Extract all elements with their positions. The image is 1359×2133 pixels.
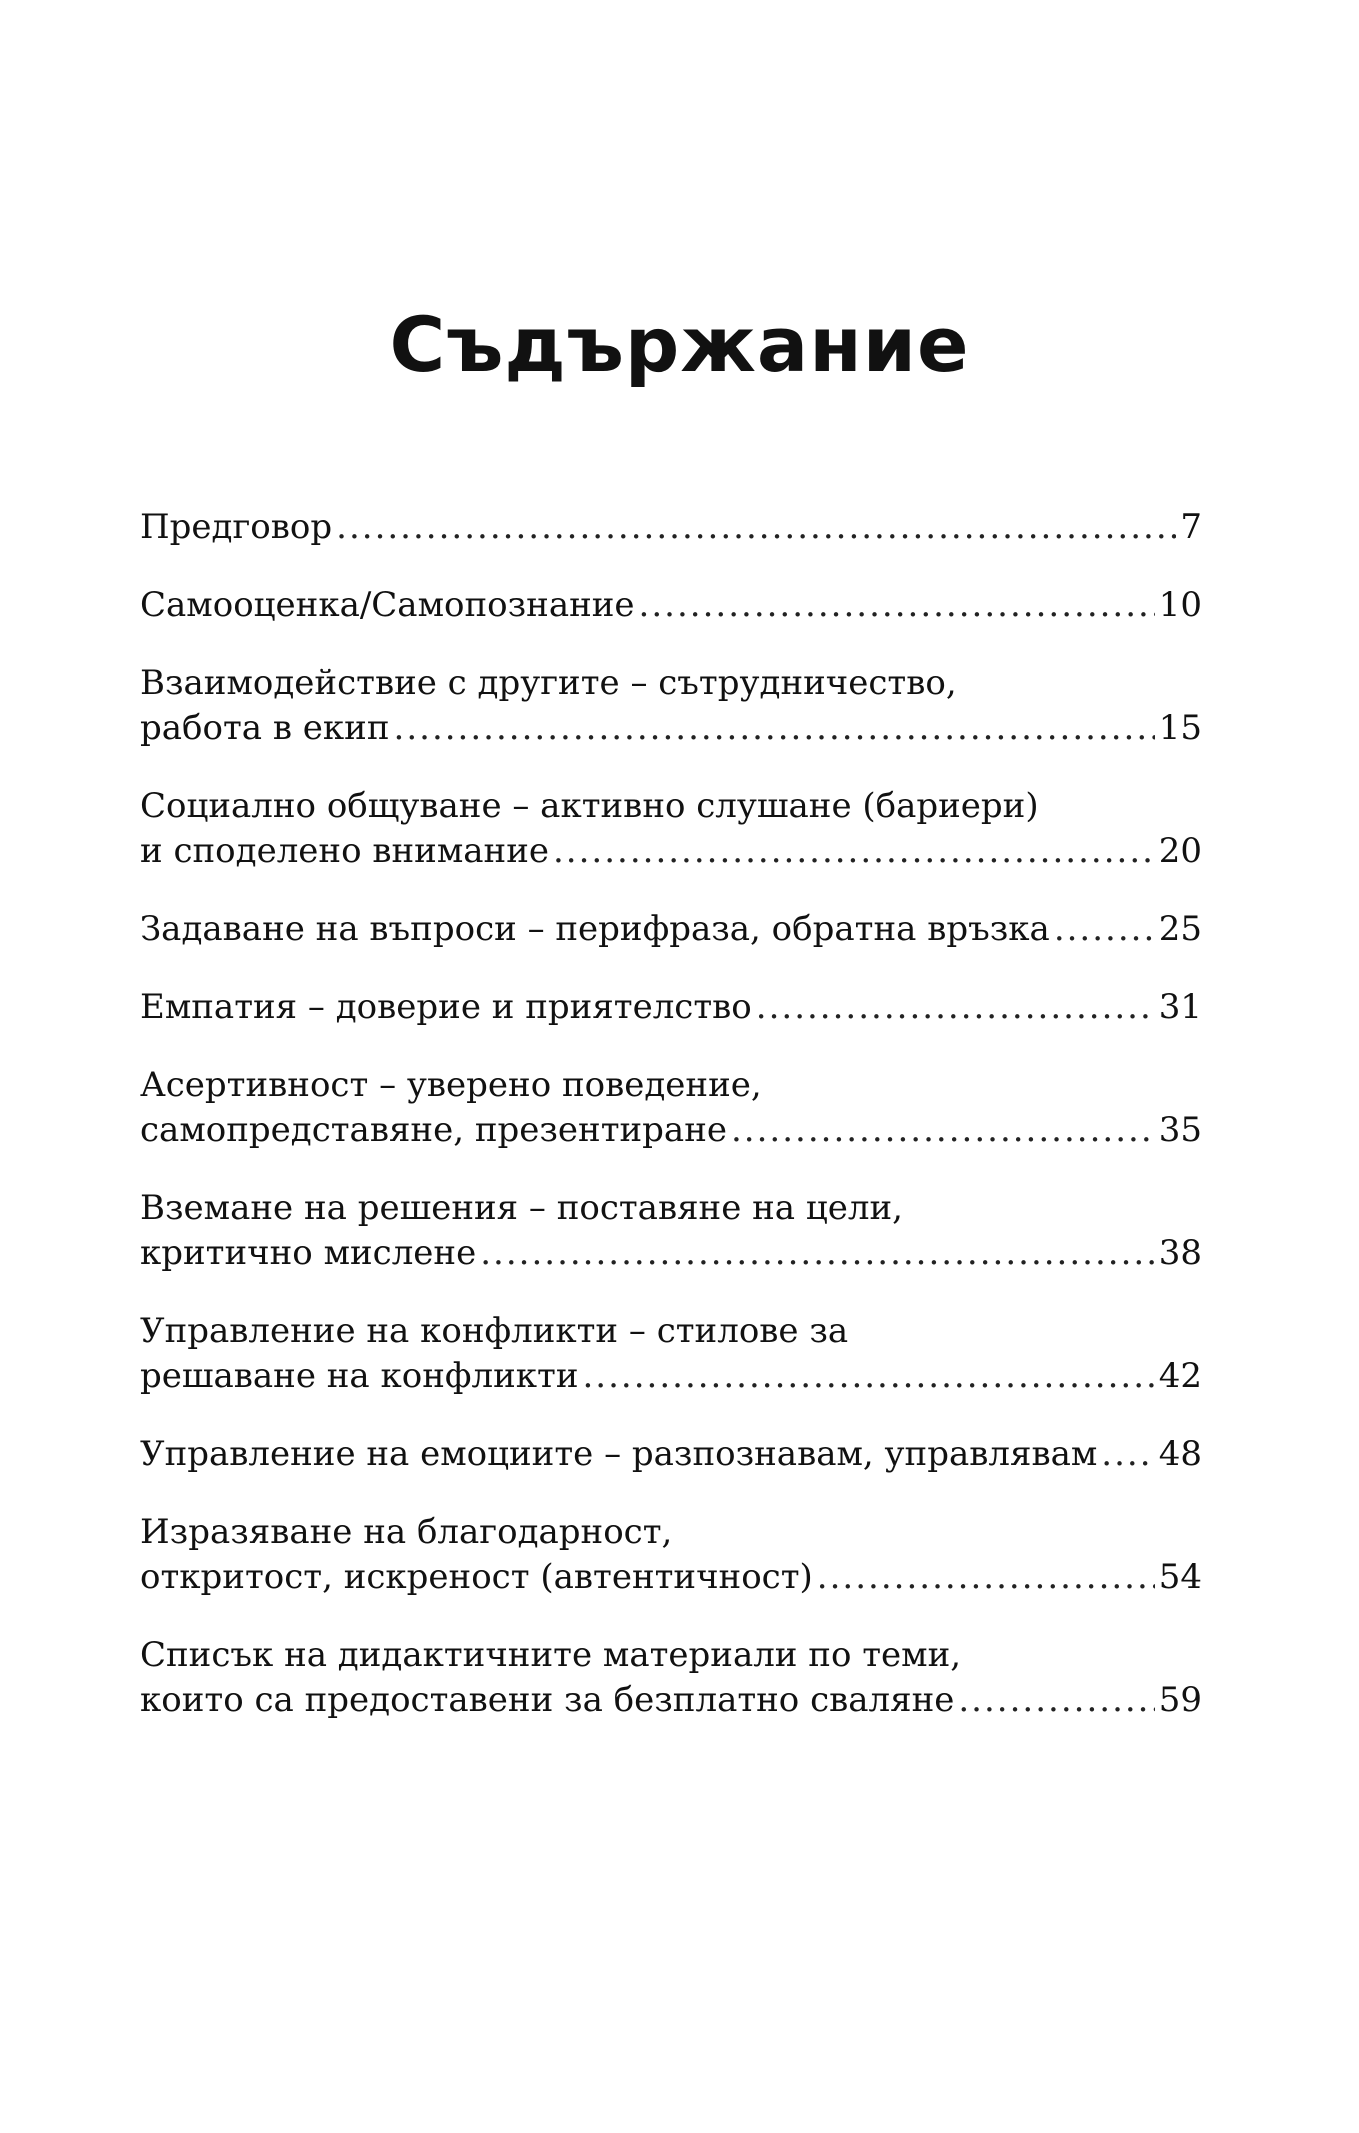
toc-entry-title: Вземане на решения – поставяне на цели, [140,1188,903,1228]
toc-leader-dots [1101,1432,1154,1477]
toc-entry [140,583,1202,628]
toc-entry [140,1309,1202,1399]
toc-leader-dots [756,985,1155,1030]
toc-leader-dots [336,505,1176,550]
toc-page-number: 48 [1158,1434,1202,1474]
toc-page-number: 35 [1158,1110,1202,1150]
toc-page-number: 25 [1158,909,1202,949]
toc-page-number: 42 [1158,1356,1202,1396]
toc-entry-title-continued: решаване на конфликти [140,1356,579,1396]
toc-page-number: 15 [1158,708,1202,748]
toc-entry-title: Управление на конфликти – стилове за [140,1311,849,1351]
toc-entry-title: Управление на емоциите – разпознавам, управлявам [140,1434,1098,1474]
toc-leader-dots [582,1354,1154,1399]
toc-leader-dots [553,829,1155,874]
toc-entry-title: Самооценка/Самопознание [140,585,635,625]
toc-entry-title: Задаване на въпроси – перифраза, обратна връзка [140,909,1050,949]
toc-entry-title-continued: критично мислене [140,1233,477,1273]
toc-entry [140,661,1202,751]
page-title: Съдържание [389,300,970,389]
toc-entry-title-continued: и споделено внимание [140,831,549,871]
toc-page-number: 59 [1158,1680,1202,1720]
toc-entry [140,1186,1202,1276]
toc-entry [140,1510,1202,1600]
toc-leader-dots [731,1108,1155,1153]
toc-page-number: 10 [1158,585,1202,625]
toc-entry [140,1633,1202,1723]
toc-entry [140,1063,1202,1153]
table-of-contents [140,505,1202,1756]
toc-leader-dots [958,1678,1154,1723]
toc-page-number: 20 [1158,831,1202,871]
toc-entry [140,505,1202,550]
toc-entry-title: Списък на дидактичните материали по теми, [140,1635,962,1675]
toc-page-number: 38 [1158,1233,1202,1273]
toc-leader-dots [394,706,1155,751]
toc-page-number: 7 [1180,507,1202,547]
toc-leader-dots [639,583,1155,628]
toc-leader-dots [817,1555,1155,1600]
toc-entry [140,985,1202,1030]
toc-entry [140,784,1202,874]
toc-entry-title-continued: самопредставяне, презентиране [140,1110,727,1150]
toc-entry-title: Социално общуване – активно слушане (бариери) [140,786,1039,826]
toc-entry [140,907,1202,952]
toc-entry-title: Асертивност – уверено поведение, [140,1065,762,1105]
toc-entry [140,1432,1202,1477]
toc-page-number: 54 [1158,1557,1202,1597]
toc-entry-title-continued: откритост, искреност (автентичност) [140,1557,813,1597]
toc-entry-title-continued: които са предоставени за безплатно сваляне [140,1680,955,1720]
toc-page-number: 31 [1158,987,1202,1027]
toc-entry-title: Изразяване на благодарност, [140,1512,673,1552]
toc-entry-title-continued: работа в екип [140,708,390,748]
toc-entry-title: Взаимодействие с другите – сътрудничество, [140,663,957,703]
toc-leader-dots [1054,907,1155,952]
toc-entry-title: Предговор [140,507,333,547]
toc-entry-title: Емпатия – доверие и приятелство [140,987,752,1027]
toc-leader-dots [480,1231,1155,1276]
